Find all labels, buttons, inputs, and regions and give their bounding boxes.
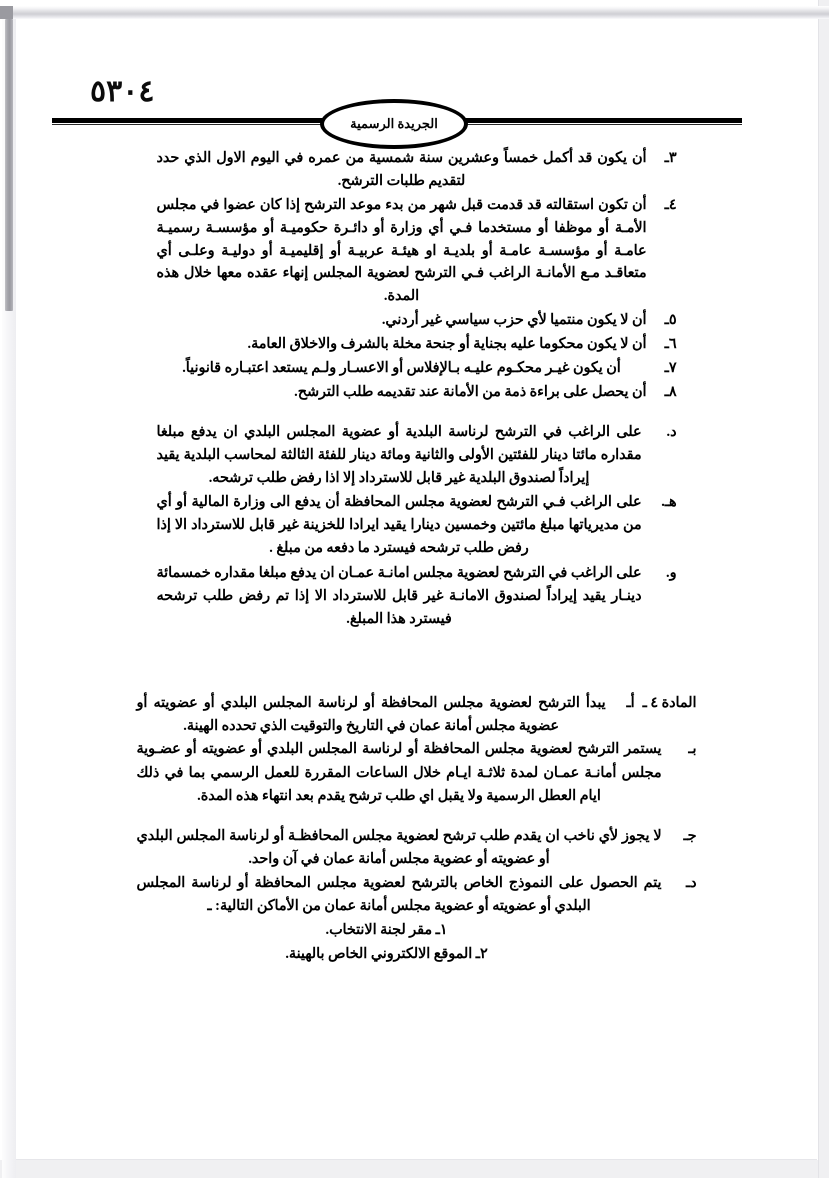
- list-text: أن لا يكون محكوما عليه بجناية أو جنحة مخلة بالشرف والاخلاق العامة.: [247, 336, 647, 352]
- clause-marker: جـ: [683, 827, 697, 844]
- place-item: ٢ـ الموقع الالكتروني الخاص بالهينة.: [285, 945, 488, 962]
- viewer-right-gutter: [819, 0, 829, 1178]
- page-right-border: [818, 0, 819, 1178]
- place-item: ١ـ مقر لجنة الانتخاب.: [325, 922, 448, 939]
- clause-marker: بـ: [688, 741, 697, 758]
- lettered-block: [157, 421, 677, 631]
- horizontal-scrollbar-thumb[interactable]: [0, 6, 13, 19]
- list-marker: ٤ـ: [664, 196, 677, 213]
- list-item: [157, 381, 677, 404]
- paragraph-text: على الراغب في الترشح لرناسة البلدية أو عضوية المجلس البلدي ان يدفع مبلغا مقداره مائتا دينار للفئتين الأولى والثانية ومائة دينار للفئة الثالثة لمحاسب البلدية يقيد إيراداً لصندوق البلدية غير قابل للاسترداد إلا اذا رفض طلب ترشحه.: [156, 423, 642, 486]
- list-marker: ٧ـ: [664, 359, 677, 376]
- clause-marker: أـ: [626, 695, 635, 712]
- spacer: [16, 632, 817, 692]
- lettered-paragraph: [157, 562, 677, 631]
- list-marker: ٨ـ: [664, 383, 677, 400]
- lettered-paragraph: [157, 491, 677, 560]
- paragraph-text: على الراغب فـي الترشح لعضوية مجلس المحافظة أن يدفع الى وزارة المالية أو أي من مديرياتها مبلغ مائتين وخمسين دينارا يقيد ايرادا للخزينة غير قابل للاسترداد الا إذا رفض طلب ترشحه فيسترد ما دفعه من مبلغ .: [156, 494, 642, 557]
- clause-text: لا يجوز لأي ناخب ان يقدم طلب ترشح لعضوية مجلس المحافظـة أو لرناسة المجلس البلدي أو عضويته أو عضوية مجلس أمانة عمان في آن واحد.: [136, 827, 662, 867]
- page-body: [16, 147, 817, 966]
- spacer: [16, 405, 817, 421]
- clause-text: يستمر الترشح لعضوية مجلس المحافظة أو لرناسة المجلس البلدي أو عضويته أو عضـوية مجلس أمانـة عمـان لمدة ثلاثـة ايـام خلال الساعات المقررة للعمل الرسمي بما في ذلك ايام العطل الرسمية ولا يقبل اي طلب ترشح يقدم بعد انتهاء هذه المدة.: [136, 741, 662, 804]
- masthead-ellipse: [320, 99, 468, 149]
- article-heading-row: [137, 692, 697, 738]
- list-marker: ٥ـ: [664, 312, 677, 329]
- paragraph-marker: د.: [666, 423, 677, 440]
- paragraph-marker: و.: [666, 564, 677, 581]
- paragraph-text: على الراغب في الترشح لعضوية مجلس امانـة عمـان ان يدفع مبلغا مقداره خمسمائة دينـار يقيد إيراداً لصندوق الامانـة غير قابل للاسترداد الا إذا تم رفض طلب ترشحه فيسترد هذا المبلغ.: [156, 564, 642, 627]
- list-marker: ٣ـ: [664, 150, 677, 166]
- paragraph-marker: هـ.: [661, 494, 677, 511]
- list-item: [157, 194, 677, 308]
- list-item: [157, 357, 677, 380]
- list-text: أن يكون غيـر محكـوم عليـه بـالإفلاس أو الاعسـار ولـم يستعد اعتبـاره قانونياً.: [182, 359, 621, 376]
- list-item: [157, 147, 677, 193]
- list-text: أن تكون استقالته قد قدمت قبل شهر من بدء موعد الترشح إذا كان عضوا في مجلس الأمـة أو موظفا أو مستخدما فـي أي وزارة أو دائـرة حكوميـة أو مؤسسـة رسميـة عامـة أو مؤسسـة عامـة أو بلديـة او هيئـة عربيـة أو إقليميـة أو دوليـة وعلـى أي متعاقـد مـع الأمانـة الراغب فـي الترشح لعضوية المجلس إنهاء عقده معها خلال هذه المدة.: [156, 196, 647, 305]
- vertical-scrollbar-thumb[interactable]: [5, 19, 13, 311]
- list-marker: ٦ـ: [664, 336, 677, 352]
- masthead-label: الجريدة الرسمية: [350, 116, 438, 131]
- clause-text: يبدأ الترشح لعضوية مجلس المحافظة أو لرناسة المجلس البلدي أو عضويته أو عضوية مجلس أمانة عمان في التاريخ والتوقيت الذي تحدده الهينة.: [136, 695, 606, 735]
- list-text: أن لا يكون منتميا لأي حزب سياسي غير أردني.: [381, 312, 647, 329]
- article-clause: [137, 825, 697, 871]
- clause-marker: دـ: [685, 875, 697, 892]
- list-item: [157, 309, 677, 332]
- page-number: ٥٣٠٤: [90, 75, 155, 108]
- clause-text: يتم الحصول على النموذج الخاص بالترشح لعضوية مجلس المحافظة أو لرناسة المجلس البلدي أو عضويته أو عضوية مجلس أمانة عمان من الأماكن التالية: ـ: [136, 875, 662, 915]
- scanned-page: [16, 19, 817, 1160]
- conditions-block: [157, 147, 677, 404]
- horizontal-scrollbar-track[interactable]: [0, 6, 829, 19]
- article-clause: [137, 872, 697, 918]
- list-text: أن يحصل على براءة ذمة من الأمانة عند تقديمه طلب الترشح.: [294, 383, 647, 400]
- article-block: [137, 692, 697, 966]
- article-title: المادة ٤ ـ: [642, 695, 697, 712]
- list-item: [157, 333, 677, 356]
- spacer: [137, 809, 697, 825]
- list-text: أن يكون قد أكمل خمساً وعشرين سنة شمسية من عمره في اليوم الاول الذي حدد لتقديم طلبات الترشح.: [156, 150, 647, 189]
- viewer-bottom-gutter: [0, 1160, 829, 1178]
- lettered-paragraph: [157, 421, 677, 490]
- article-clause: [137, 738, 697, 807]
- page-header: [16, 74, 817, 134]
- page-bottom-border: [16, 1159, 817, 1160]
